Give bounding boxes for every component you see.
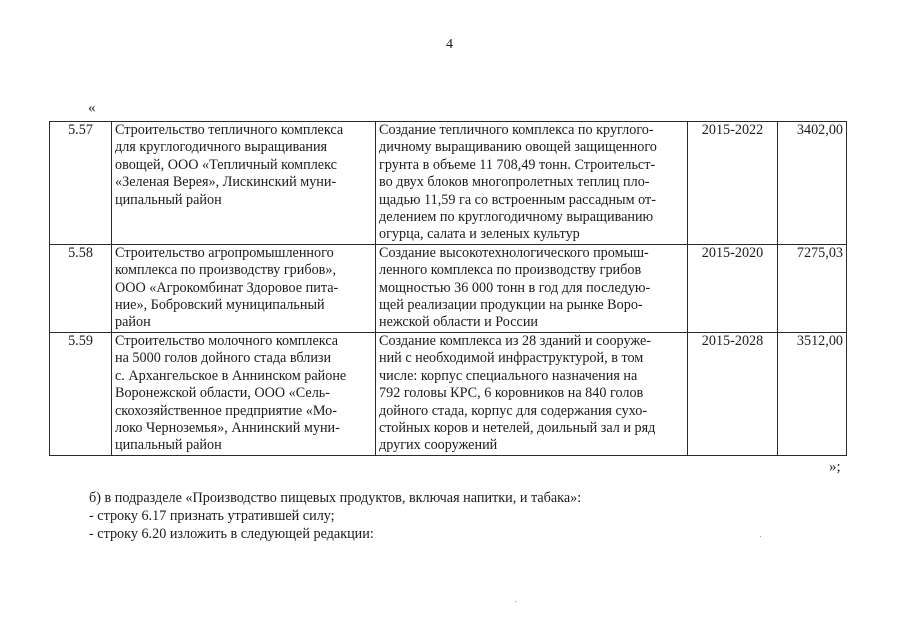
table-row bbox=[50, 244, 847, 332]
project-name-line: ООО «Агрокомбинат Здоровое пита- bbox=[115, 279, 339, 296]
project-description-line: дойного стада, корпус для содержания сухо- bbox=[379, 402, 648, 419]
project-name-cell bbox=[112, 244, 376, 332]
project-name-line: ципальный район bbox=[115, 191, 222, 208]
project-description-line: нежской области и России bbox=[379, 314, 539, 331]
project-description-line: щадью 11,59 га со встроенным рассадным от- bbox=[379, 191, 656, 208]
scan-speck bbox=[515, 601, 516, 602]
project-name-line: Строительство агропромышленного bbox=[115, 244, 334, 261]
project-description-line: Создание тепличного комплекса по круглого- bbox=[379, 122, 654, 138]
project-description-line: мощностью 36 000 тонн в год для последую- bbox=[379, 279, 651, 296]
page-number: 4 bbox=[446, 37, 453, 52]
table-row bbox=[50, 122, 847, 245]
investment-amount: 3512,00 bbox=[778, 332, 847, 455]
project-name-line: Строительство молочного комплекса bbox=[115, 332, 339, 349]
amendment-text bbox=[89, 489, 581, 544]
investment-amount: 7275,03 bbox=[778, 244, 847, 332]
project-name-line: для круглогодичного выращивания bbox=[115, 139, 328, 156]
project-description-line: огурца, салата и зеленых культур bbox=[379, 226, 580, 243]
project-description-line: ний с необходимой инфраструктурой, в том bbox=[379, 350, 644, 367]
project-name-line: ципальный район bbox=[115, 437, 222, 454]
project-name-line: скохозяйственное предприятие «Мо- bbox=[115, 402, 337, 419]
row-number: 5.59 bbox=[50, 332, 112, 455]
project-description-line: ленного комплекса по производству грибов bbox=[379, 262, 642, 279]
project-description-line: щей реализации продукции на рынке Воро- bbox=[379, 297, 643, 314]
project-description-cell bbox=[376, 332, 688, 455]
row-number: 5.58 bbox=[50, 244, 112, 332]
closing-quote: »; bbox=[829, 459, 841, 475]
implementation-period: 2015-2022 bbox=[688, 122, 778, 245]
project-description-line: грунта в объеме 11 708,49 тонн. Строительст- bbox=[379, 156, 656, 173]
project-name-line: Воронежской области, ООО «Сель- bbox=[115, 385, 330, 402]
project-name-line: с. Архангельское в Аннинском районе bbox=[115, 367, 347, 384]
project-description-line: других сооружений bbox=[379, 437, 498, 454]
project-description-line: во двух блоков многопролетных теплиц пло- bbox=[379, 174, 650, 191]
project-description-cell bbox=[376, 122, 688, 245]
project-name-line: на 5000 голов дойного стада вблизи bbox=[115, 350, 332, 367]
row-number: 5.57 bbox=[50, 122, 112, 245]
implementation-period: 2015-2020 bbox=[688, 244, 778, 332]
opening-quote: « bbox=[88, 100, 96, 116]
scan-speck bbox=[760, 536, 761, 537]
project-description-line: 792 головы КРС, 6 коровников на 840 голов bbox=[379, 385, 644, 402]
investment-amount: 3402,00 bbox=[778, 122, 847, 245]
table-row bbox=[50, 332, 847, 455]
amendment-line-subsection: б) в подразделе «Производство пищевых продуктов, включая напитки, и табака»: bbox=[89, 490, 582, 506]
project-name-line: Строительство тепличного комплекса bbox=[115, 122, 344, 138]
project-name-line: ние», Бобровский муниципальный bbox=[115, 297, 325, 314]
projects-table bbox=[49, 121, 847, 456]
project-name-line: локо Черноземья», Аннинский муни- bbox=[115, 419, 340, 436]
project-name-line: овощей, ООО «Тепличный комплекс bbox=[115, 156, 337, 173]
amendment-line-row-617: - строку 6.17 признать утратившей силу; bbox=[89, 508, 335, 525]
project-name-line: «Зеленая Верея», Лискинский муни- bbox=[115, 174, 337, 191]
project-name-line: район bbox=[115, 314, 151, 331]
project-description-cell bbox=[376, 244, 688, 332]
project-name-cell bbox=[112, 122, 376, 245]
project-description-line: дичному выращиванию овощей защищенного bbox=[379, 139, 657, 156]
project-description-line: Создание высокотехнологического промыш- bbox=[379, 244, 649, 261]
project-description-line: стойных коров и нетелей, доильный зал и ряд bbox=[379, 419, 656, 436]
amendment-line-row-620: - строку 6.20 изложить в следующей редакции: bbox=[89, 526, 374, 543]
project-description-line: делением по круглогодичному выращиванию bbox=[379, 209, 654, 226]
project-description-line: Создание комплекса из 28 зданий и сооруже- bbox=[379, 332, 651, 349]
implementation-period: 2015-2028 bbox=[688, 332, 778, 455]
project-description-line: числе: корпус специального назначения на bbox=[379, 367, 638, 384]
project-name-line: комплекса по производству грибов», bbox=[115, 262, 337, 279]
project-name-cell bbox=[112, 332, 376, 455]
